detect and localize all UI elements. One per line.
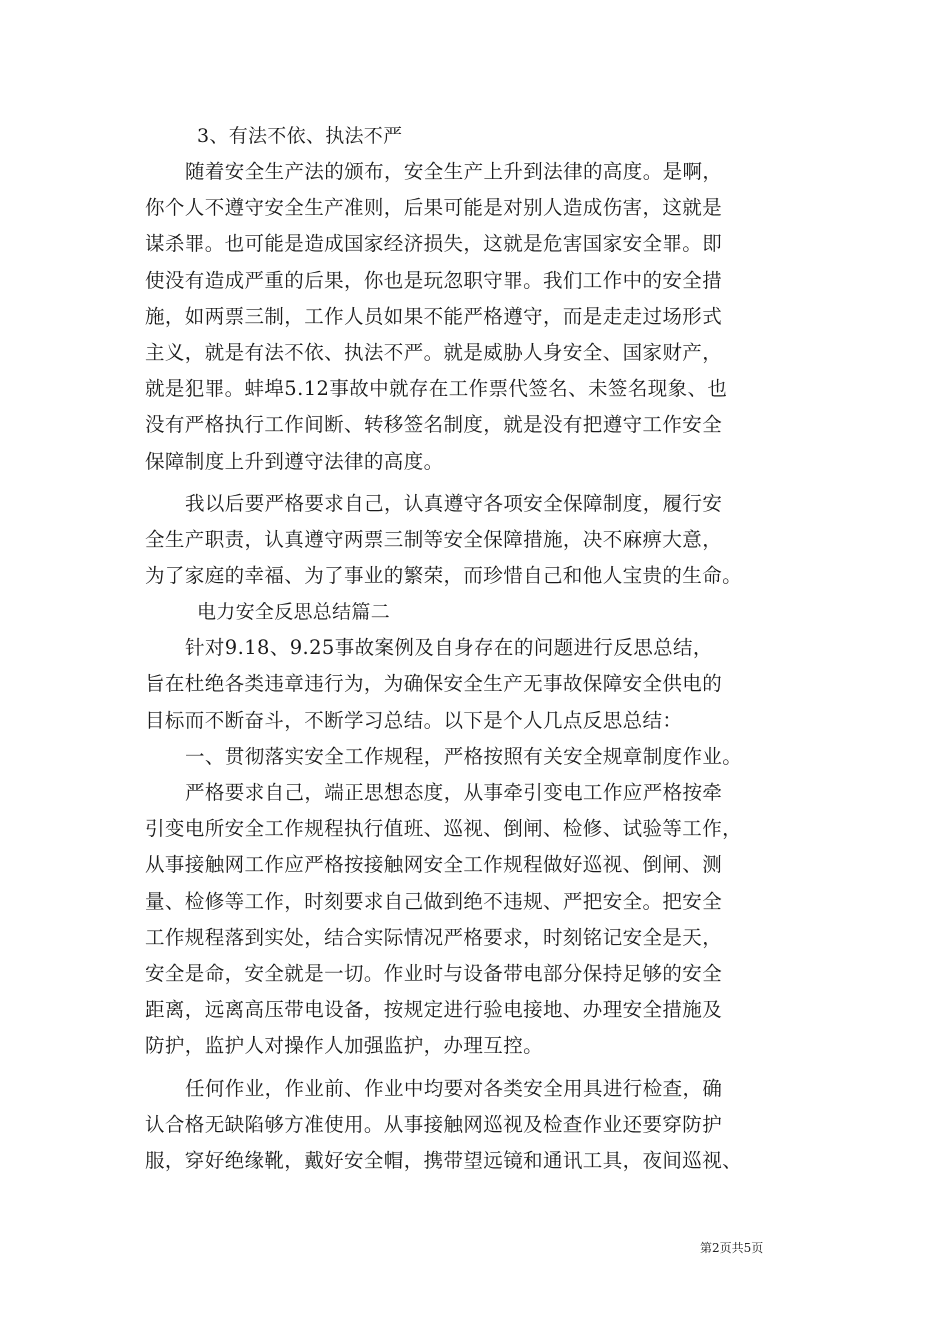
text-line: 认合格无缺陷够方准使用。从事接触网巡视及检查作业还要穿防护	[145, 1112, 723, 1136]
text-line: 施，如两票三制，工作人员如果不能严格遵守，而是走走过场形式	[145, 304, 723, 328]
text-line: 就是犯罪。蚌埠5.12事故中就存在工作票代签名、未签名现象、也	[145, 377, 728, 401]
text-line: 工作规程落到实处，结合实际情况严格要求，时刻铭记安全是天，	[145, 925, 723, 949]
text-line: 随着安全生产法的颁布，安全生产上升到法律的高度。是啊，	[185, 160, 723, 183]
paragraph	[145, 1071, 825, 1180]
text-line: 使没有造成严重的后果，你也是玩忽职守罪。我们工作中的安全措	[145, 268, 723, 292]
page-number: 第2页共5页	[700, 1241, 764, 1255]
text-line: 从事接触网工作应严格按接触网安全工作规程做好巡视、倒闸、测	[145, 853, 723, 877]
paragraph	[145, 154, 825, 480]
text-line: 量、检修等工作，时刻要求自己做到绝不违规、严把安全。把安全	[145, 889, 723, 913]
paragraph	[145, 486, 825, 595]
text-line: 为了家庭的幸福、为了事业的繁荣，而珍惜自己和他人宝贵的生命。	[145, 564, 743, 588]
text-line: 保障制度上升到遵守法律的高度。	[145, 449, 444, 473]
paragraph	[145, 739, 825, 775]
text-line: 你个人不遵守安全生产准则，后果可能是对别人造成伤害，这就是	[145, 196, 723, 220]
text-line: 全生产职责，认真遵守两票三制等安全保障措施，决不麻痹大意，	[145, 527, 723, 551]
text-line: 一、贯彻落实安全工作规程，严格按照有关安全规章制度作业。	[185, 744, 743, 768]
text-line: 目标而不断奋斗，不断学习总结。以下是个人几点反思总结：	[145, 708, 683, 732]
text-line: 针对9.18、9.25事故案例及自身存在的问题进行反思总结，	[185, 636, 713, 660]
text-line: 安全是命，安全就是一切。作业时与设备带电部分保持足够的安全	[145, 961, 723, 985]
paragraph	[145, 630, 825, 739]
section-heading: 3、有法不依、执法不严	[197, 125, 403, 147]
text-line: 严格要求自己，端正思想态度，从事牵引变电工作应严格按牵	[185, 781, 723, 804]
text-line: 服，穿好绝缘靴，戴好安全帽，携带望远镜和通讯工具，夜间巡视、	[145, 1148, 743, 1172]
text-line: 距离，远离高压带电设备，按规定进行验电接地、办理安全措施及	[145, 998, 723, 1022]
text-line: 防护，监护人对操作人加强监护，办理互控。	[145, 1034, 544, 1058]
text-line: 谋杀罪。也可能是造成国家经济损失，这就是危害国家安全罪。即	[145, 232, 723, 256]
document-body	[145, 118, 825, 1179]
text-line: 旨在杜绝各类违章违行为，为确保安全生产无事故保障安全供电的	[145, 672, 723, 696]
text-line: 主义，就是有法不依、执法不严。就是威胁人身安全、国家财产，	[145, 340, 723, 364]
text-line: 任何作业，作业前、作业中均要对各类安全用具进行检查，确	[185, 1076, 723, 1100]
text-line: 没有严格执行工作间断、转移签名制度，就是没有把遵守工作安全	[145, 413, 723, 437]
paragraph	[145, 775, 825, 1065]
section-heading: 电力安全反思总结篇二	[197, 601, 391, 624]
text-line: 引变电所安全工作规程执行值班、巡视、倒闸、检修、试验等工作，	[145, 817, 743, 841]
text-line: 我以后要严格要求自己，认真遵守各项安全保障制度，履行安	[185, 491, 723, 515]
